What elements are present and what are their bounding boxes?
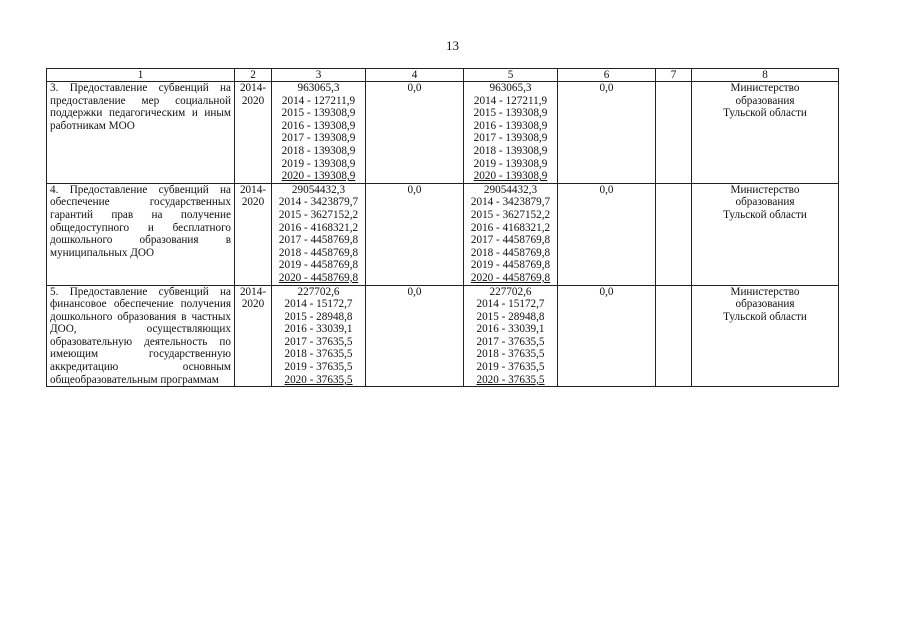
funding-year-line: 2017 - 139308,9 — [281, 132, 356, 145]
funding-year-line: 2019 - 4458769,8 — [278, 259, 359, 272]
period-cell — [235, 285, 272, 387]
column-number-row — [47, 69, 839, 82]
funding-year-line: 2018 - 4458769,8 — [278, 246, 359, 259]
regional-year-line: 2020 - 37635,5 — [476, 373, 545, 386]
funding-total: 29054432,3 — [291, 183, 346, 196]
responsible-executor-cell — [692, 285, 839, 387]
regional-year-line: 2018 - 139308,9 — [473, 144, 548, 157]
executor-line: Министерство — [730, 285, 800, 298]
table-row — [47, 183, 839, 285]
funding-year-line: 2014 - 127211,9 — [281, 94, 356, 107]
regional-funding-cell — [464, 82, 558, 184]
funding-year-line: 2019 - 37635,5 — [284, 361, 353, 374]
period-cell — [235, 183, 272, 285]
regional-year-line: 2017 - 4458769,8 — [470, 234, 551, 247]
regional-funding-cell — [464, 183, 558, 285]
funding-year-line: 2020 - 139308,9 — [281, 170, 356, 183]
other-funding-cell — [656, 285, 692, 387]
funding-year-line: 2016 - 139308,9 — [281, 119, 356, 132]
regional-year-line: 2017 - 37635,5 — [476, 335, 545, 348]
funding-year-line: 2014 - 3423879,7 — [278, 196, 359, 209]
regional-total: 963065,3 — [489, 82, 532, 94]
regional-year-line: 2020 - 4458769,8 — [470, 271, 551, 284]
regional-year-line: 2020 - 139308,9 — [473, 170, 548, 183]
executor-line: Министерство — [730, 183, 800, 196]
column-header: 7 — [656, 69, 692, 82]
funding-year-line: 2015 - 139308,9 — [281, 107, 356, 120]
funding-year-line: 2015 - 28948,8 — [284, 310, 353, 323]
regional-year-line: 2016 - 4168321,2 — [470, 221, 551, 234]
funding-year-line: 2016 - 4168321,2 — [278, 221, 359, 234]
period-line: 2020 — [241, 196, 265, 209]
funding-total-cell — [272, 183, 366, 285]
funding-year-line: 2019 - 139308,9 — [281, 157, 356, 170]
column-header: 4 — [366, 69, 464, 82]
responsible-executor-cell — [692, 82, 839, 184]
executor-line: образования — [735, 196, 795, 209]
regional-year-line: 2019 - 139308,9 — [473, 157, 548, 170]
period-line: 2014- — [239, 285, 267, 298]
period-line: 2014- — [239, 82, 267, 94]
local-funding-cell: 0,0 — [558, 183, 656, 285]
column-header: 3 — [272, 69, 366, 82]
federal-funding-cell: 0,0 — [366, 183, 464, 285]
local-funding-cell: 0,0 — [558, 285, 656, 387]
measure-description: 5. Предоставление субвенций на финансовое обеспечение получения дошкольного образования в частных ДОО, осуществляющих образовательную деятельность по имеющим государственную аккредитацию основным общеобразовательным программам — [47, 285, 235, 387]
column-header: 1 — [47, 69, 235, 82]
funding-year-line: 2018 - 37635,5 — [284, 348, 353, 361]
period-line: 2020 — [241, 298, 265, 311]
measure-description: 3. Предоставление субвенций на предоставление мер социальной поддержки педагогическим и иным работникам МОО — [47, 82, 235, 184]
regional-year-line: 2014 - 127211,9 — [473, 94, 548, 107]
executor-line: Тульской области — [723, 107, 807, 120]
measure-description: 4. Предоставление субвенций на обеспечение государственных гарантий прав на получение общедоступного и бесплатного дошкольного образования в муниципальных ДОО — [47, 183, 235, 285]
executor-line: образования — [735, 94, 795, 107]
regional-year-line: 2017 - 139308,9 — [473, 132, 548, 145]
regional-funding-cell — [464, 285, 558, 387]
funding-total: 227702,6 — [297, 285, 340, 298]
column-header: 8 — [692, 69, 839, 82]
regional-year-line: 2018 - 37635,5 — [476, 348, 545, 361]
table-row — [47, 82, 839, 184]
funding-year-line: 2017 - 37635,5 — [284, 335, 353, 348]
regional-year-line: 2015 - 139308,9 — [473, 107, 548, 120]
period-line: 2020 — [241, 94, 265, 107]
funding-year-line: 2017 - 4458769,8 — [278, 234, 359, 247]
column-header: 2 — [235, 69, 272, 82]
period-cell — [235, 82, 272, 184]
executor-line: Тульской области — [723, 208, 807, 221]
federal-funding-cell: 0,0 — [366, 285, 464, 387]
regional-total: 227702,6 — [489, 285, 532, 298]
regional-year-line: 2015 - 3627152,2 — [470, 208, 551, 221]
federal-funding-cell: 0,0 — [366, 82, 464, 184]
table-row — [47, 285, 839, 387]
column-header: 5 — [464, 69, 558, 82]
funding-total-cell — [272, 82, 366, 184]
page-number: 13 — [446, 38, 459, 53]
responsible-executor-cell — [692, 183, 839, 285]
period-line: 2014- — [239, 183, 267, 196]
funding-year-line: 2020 - 37635,5 — [284, 373, 353, 386]
executor-line: Министерство — [730, 82, 800, 94]
regional-year-line: 2016 - 33039,1 — [476, 323, 545, 336]
measures-table — [46, 68, 839, 387]
funding-year-line: 2020 - 4458769,8 — [278, 271, 359, 284]
regional-year-line: 2014 - 15172,7 — [476, 298, 545, 311]
column-header: 6 — [558, 69, 656, 82]
funding-total: 963065,3 — [297, 82, 340, 94]
regional-year-line: 2019 - 4458769,8 — [470, 259, 551, 272]
local-funding-cell: 0,0 — [558, 82, 656, 184]
funding-year-line: 2014 - 15172,7 — [284, 298, 353, 311]
regional-year-line: 2016 - 139308,9 — [473, 119, 548, 132]
funding-year-line: 2015 - 3627152,2 — [278, 208, 359, 221]
funding-year-line: 2018 - 139308,9 — [281, 144, 356, 157]
funding-year-line: 2016 - 33039,1 — [284, 323, 353, 336]
regional-total: 29054432,3 — [483, 183, 538, 196]
funding-total-cell — [272, 285, 366, 387]
regional-year-line: 2018 - 4458769,8 — [470, 246, 551, 259]
regional-year-line: 2014 - 3423879,7 — [470, 196, 551, 209]
other-funding-cell — [656, 183, 692, 285]
executor-line: образования — [735, 298, 795, 311]
regional-year-line: 2019 - 37635,5 — [476, 361, 545, 374]
other-funding-cell — [656, 82, 692, 184]
executor-line: Тульской области — [723, 310, 807, 323]
regional-year-line: 2015 - 28948,8 — [476, 310, 545, 323]
